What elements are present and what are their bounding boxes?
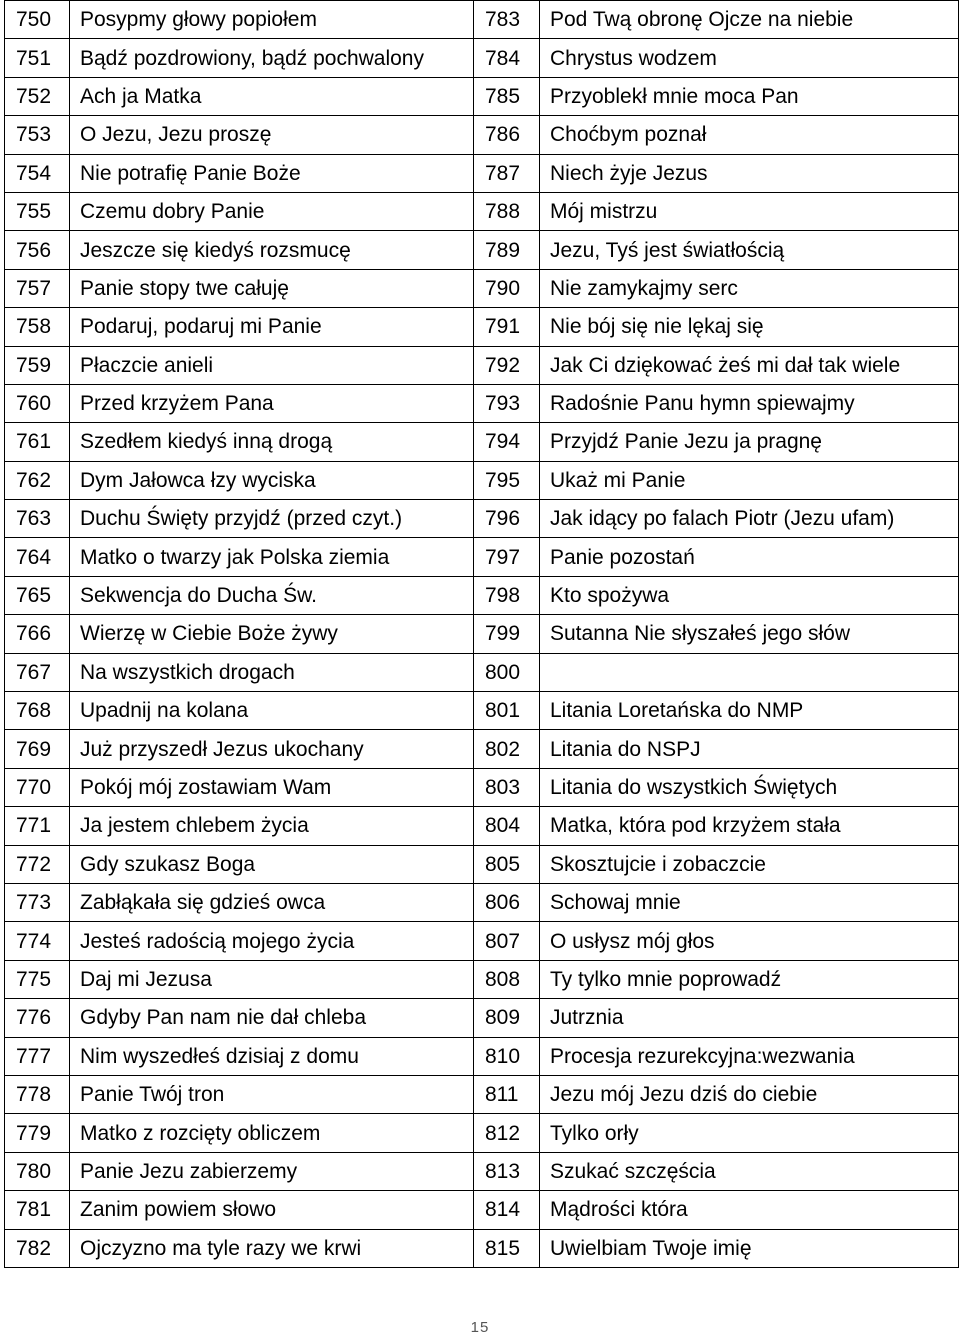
song-title: Jesteś radością mojego życia [70, 922, 474, 960]
table-row [5, 692, 959, 730]
table-row [5, 615, 959, 653]
song-number: 776 [5, 999, 70, 1037]
table-row [5, 922, 959, 960]
song-title: Jeszcze się kiedyś rozsmucę [70, 231, 474, 269]
song-number: 800 [474, 653, 540, 691]
song-title: Mądrości która [540, 1191, 959, 1229]
song-title: Szukać szczęścia [540, 1152, 959, 1190]
song-number: 777 [5, 1037, 70, 1075]
song-number: 758 [5, 308, 70, 346]
table-row [5, 883, 959, 921]
song-number: 757 [5, 269, 70, 307]
table-row [5, 960, 959, 998]
table-row [5, 77, 959, 115]
table-row [5, 1075, 959, 1113]
song-title: Gdyby Pan nam nie dał chleba [70, 999, 474, 1037]
song-number: 770 [5, 768, 70, 806]
song-title: Panie Jezu zabierzemy [70, 1152, 474, 1190]
song-title: Nie potrafię Panie Boże [70, 154, 474, 192]
song-title: Przyjdź Panie Jezu ja pragnę [540, 423, 959, 461]
song-title: Przyoblekł mnie moca Pan [540, 77, 959, 115]
song-title: Upadnij na kolana [70, 692, 474, 730]
song-title: Panie pozostań [540, 538, 959, 576]
song-title: Sutanna Nie słyszałeś jego słów [540, 615, 959, 653]
song-title: Jak idący po falach Piotr (Jezu ufam) [540, 500, 959, 538]
song-title: Panie Twój tron [70, 1075, 474, 1113]
song-title: Przed krzyżem Pana [70, 384, 474, 422]
song-number: 813 [474, 1152, 540, 1190]
song-title: Pod Twą obronę Ojcze na niebie [540, 1, 959, 39]
song-number: 810 [474, 1037, 540, 1075]
song-title: Duchu Święty przyjdź (przed czyt.) [70, 500, 474, 538]
song-title: Nie bój się nie lękaj się [540, 308, 959, 346]
song-title: Tylko orły [540, 1114, 959, 1152]
song-title: Posypmy głowy popiołem [70, 1, 474, 39]
page-number: 15 [470, 1319, 490, 1336]
song-title: Szedłem kiedyś inną drogą [70, 423, 474, 461]
song-number: 783 [474, 1, 540, 39]
song-number: 805 [474, 845, 540, 883]
song-number: 751 [5, 39, 70, 77]
table-row [5, 1114, 959, 1152]
table-row [5, 116, 959, 154]
song-title: Matka, która pod krzyżem stała [540, 807, 959, 845]
song-title: Skosztujcie i zobaczcie [540, 845, 959, 883]
song-title: Daj mi Jezusa [70, 960, 474, 998]
song-title: Wierzę w Ciebie Boże żywy [70, 615, 474, 653]
table-row [5, 1037, 959, 1075]
song-number: 754 [5, 154, 70, 192]
song-title: Czemu dobry Panie [70, 192, 474, 230]
song-title: O Jezu, Jezu proszę [70, 116, 474, 154]
table-row [5, 768, 959, 806]
song-number: 806 [474, 883, 540, 921]
table-row [5, 1229, 959, 1267]
song-number: 753 [5, 116, 70, 154]
song-title: Ty tylko mnie poprowadź [540, 960, 959, 998]
song-number: 793 [474, 384, 540, 422]
song-number: 755 [5, 192, 70, 230]
song-number: 759 [5, 346, 70, 384]
song-number: 780 [5, 1152, 70, 1190]
table-row [5, 538, 959, 576]
song-number: 767 [5, 653, 70, 691]
song-number: 762 [5, 461, 70, 499]
song-number: 798 [474, 576, 540, 614]
table-row [5, 461, 959, 499]
song-title: Ojczyzno ma tyle razy we krwi [70, 1229, 474, 1267]
table-row [5, 999, 959, 1037]
song-number: 756 [5, 231, 70, 269]
song-title: Litania do wszystkich Świętych [540, 768, 959, 806]
song-number: 768 [5, 692, 70, 730]
song-number: 765 [5, 576, 70, 614]
song-title: Nie zamykajmy serc [540, 269, 959, 307]
song-number: 808 [474, 960, 540, 998]
song-title [540, 653, 959, 691]
table-row [5, 154, 959, 192]
song-title: Jezu mój Jezu dziś do ciebie [540, 1075, 959, 1113]
song-title: Litania Loretańska do NMP [540, 692, 959, 730]
song-number: 781 [5, 1191, 70, 1229]
table-row [5, 1191, 959, 1229]
song-number: 779 [5, 1114, 70, 1152]
song-number: 812 [474, 1114, 540, 1152]
song-number: 766 [5, 615, 70, 653]
table-row [5, 653, 959, 691]
table-row [5, 384, 959, 422]
song-title: O usłysz mój głos [540, 922, 959, 960]
song-title: Niech żyje Jezus [540, 154, 959, 192]
song-title: Radośnie Panu hymn spiewajmy [540, 384, 959, 422]
song-title: Jutrznia [540, 999, 959, 1037]
table-row [5, 231, 959, 269]
table-row [5, 730, 959, 768]
table-row [5, 576, 959, 614]
song-title: Procesja rezurekcyjna:wezwania [540, 1037, 959, 1075]
song-title: Podaruj, podaruj mi Panie [70, 308, 474, 346]
song-title: Jak Ci dziękować żeś mi dał tak wiele [540, 346, 959, 384]
song-number: 750 [5, 1, 70, 39]
song-number: 785 [474, 77, 540, 115]
song-number: 804 [474, 807, 540, 845]
song-number: 775 [5, 960, 70, 998]
song-title: Pokój mój zostawiam Wam [70, 768, 474, 806]
song-number: 802 [474, 730, 540, 768]
song-title: Kto spożywa [540, 576, 959, 614]
song-number: 769 [5, 730, 70, 768]
song-number: 760 [5, 384, 70, 422]
song-title: Nim wyszedłeś dzisiaj z domu [70, 1037, 474, 1075]
table-row [5, 1, 959, 39]
song-title: Litania do NSPJ [540, 730, 959, 768]
song-number: 788 [474, 192, 540, 230]
song-number: 799 [474, 615, 540, 653]
table-row [5, 807, 959, 845]
song-number: 794 [474, 423, 540, 461]
song-number: 789 [474, 231, 540, 269]
song-number: 773 [5, 883, 70, 921]
song-number: 771 [5, 807, 70, 845]
song-number: 782 [5, 1229, 70, 1267]
song-number: 786 [474, 116, 540, 154]
song-number: 792 [474, 346, 540, 384]
song-number: 787 [474, 154, 540, 192]
song-number: 803 [474, 768, 540, 806]
song-number: 784 [474, 39, 540, 77]
table-row [5, 1152, 959, 1190]
song-number: 814 [474, 1191, 540, 1229]
song-number: 772 [5, 845, 70, 883]
song-number: 774 [5, 922, 70, 960]
song-title: Chrystus wodzem [540, 39, 959, 77]
song-title: Na wszystkich drogach [70, 653, 474, 691]
song-title: Zabłąkała się gdzieś owca [70, 883, 474, 921]
song-title: Mój mistrzu [540, 192, 959, 230]
song-number: 807 [474, 922, 540, 960]
table-row [5, 346, 959, 384]
song-number: 791 [474, 308, 540, 346]
song-title: Bądź pozdrowiony, bądź pochwalony [70, 39, 474, 77]
song-title: Uwielbiam Twoje imię [540, 1229, 959, 1267]
song-title: Schowaj mnie [540, 883, 959, 921]
song-title: Ach ja Matka [70, 77, 474, 115]
song-title: Płaczcie anieli [70, 346, 474, 384]
song-number: 778 [5, 1075, 70, 1113]
song-title: Choćbym poznał [540, 116, 959, 154]
table-row [5, 308, 959, 346]
song-title: Jezu, Tyś jest światłością [540, 231, 959, 269]
song-title: Ja jestem chlebem życia [70, 807, 474, 845]
song-number: 809 [474, 999, 540, 1037]
table-row [5, 269, 959, 307]
song-title: Sekwencja do Ducha Św. [70, 576, 474, 614]
song-title: Gdy szukasz Boga [70, 845, 474, 883]
song-number: 815 [474, 1229, 540, 1267]
song-number: 801 [474, 692, 540, 730]
table-row [5, 39, 959, 77]
song-title: Matko z rozcięty obliczem [70, 1114, 474, 1152]
song-index-table [4, 0, 959, 1268]
table-row [5, 500, 959, 538]
song-title: Zanim powiem słowo [70, 1191, 474, 1229]
song-number: 761 [5, 423, 70, 461]
song-index-body [5, 1, 959, 1268]
song-title: Matko o twarzy jak Polska ziemia [70, 538, 474, 576]
song-number: 752 [5, 77, 70, 115]
table-row [5, 192, 959, 230]
song-number: 797 [474, 538, 540, 576]
song-number: 796 [474, 500, 540, 538]
song-number: 790 [474, 269, 540, 307]
song-number: 811 [474, 1075, 540, 1113]
song-number: 795 [474, 461, 540, 499]
song-title: Dym Jałowca łzy wyciska [70, 461, 474, 499]
table-row [5, 423, 959, 461]
song-title: Panie stopy twe całuję [70, 269, 474, 307]
song-number: 764 [5, 538, 70, 576]
song-number: 763 [5, 500, 70, 538]
song-title: Ukaż mi Panie [540, 461, 959, 499]
song-title: Już przyszedł Jezus ukochany [70, 730, 474, 768]
table-row [5, 845, 959, 883]
